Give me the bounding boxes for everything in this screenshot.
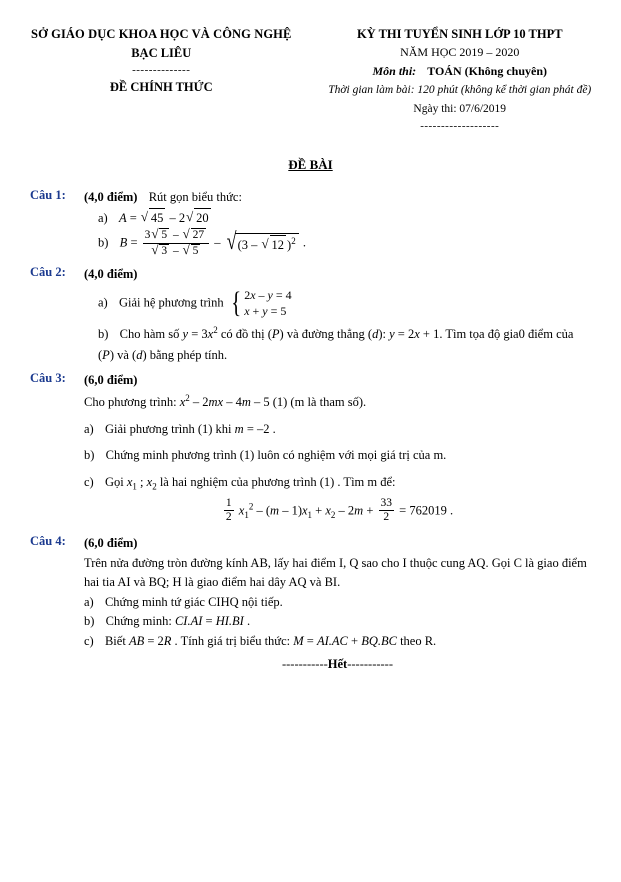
question-3-points-line: [84, 371, 591, 390]
question-1-part-b-tag: b): [98, 235, 109, 250]
fraction-expr: 3 √ 5 – √ 27 √ 3 – √ 5: [143, 228, 210, 257]
question-2-part-a-text: Giải hệ phương trình: [118, 295, 224, 310]
question-3-part-a-tag: a): [84, 421, 94, 436]
left-brace: {: [230, 286, 242, 320]
question-4-points: (6,0 điểm): [84, 536, 138, 551]
question-2-body: [84, 264, 591, 366]
question-1-prompt: Rút gọn biểu thức:: [148, 189, 242, 204]
question-3-label: Câu 3:: [30, 371, 66, 386]
subject-label: Môn thi:: [372, 64, 417, 79]
footer-text: Hết: [327, 656, 348, 671]
subject-line: [317, 62, 604, 81]
header-right-block: [311, 26, 604, 135]
question-3-equation: $\frac{1}{2}$ $x_1^2 - (m - 1)x_1 + x_2 - 2m$ + $\frac{33}{2}$ = 762019 .: [225, 496, 454, 524]
question-2: [30, 264, 591, 366]
question-4-part-c: c) Biết AB = 2R . Tính giá trị biểu thức: M = AI.AC + BQ.BC theo R.: [84, 634, 437, 649]
question-3-part-c: c) Gọi $x_1$ ; $x_2$ là hai nghiệm của phương trình (1) . Tìm m để:: [84, 474, 396, 492]
question-3-part-b-tag: b): [84, 448, 95, 463]
exam-date: Ngày thi: 07/6/2019: [413, 102, 507, 115]
exam-duration: Thời gian làm bài: 120 phút (không kể thời gian phát đề): [328, 84, 592, 97]
question-3-part-b-text: Chứng minh phương trình (1) luôn có nghiệm với mọi giá trị của m.: [105, 448, 447, 463]
question-4-prompt: Trên nửa đường tròn đường kính AB, lấy hai điểm I, Q sao cho I thuộc cung AQ. Gọi C là giao điểm hai tia AI và BQ; H là giao điểm hai dây AQ và BI.: [84, 556, 587, 589]
end-of-exam-marker: [84, 655, 591, 674]
question-1-part-a-tag: a): [98, 210, 108, 225]
document-header: [0, 0, 621, 135]
question-4-part-b-tag: b): [84, 614, 95, 629]
exam-body: [0, 187, 621, 674]
fraction-half: $\frac{1}{2}$: [225, 496, 232, 524]
question-2-part-b-tag: b): [98, 327, 109, 342]
question-2-part-a-tag: a): [98, 295, 108, 310]
question-1-points: (4,0 điểm): [84, 189, 138, 204]
question-2-points: (4,0 điểm): [84, 266, 138, 281]
footer-dash-right: -----------: [347, 656, 394, 671]
department-name-line1: SỞ GIÁO DỤC KHOA HỌC VÀ CÔNG NGHỆ: [31, 27, 292, 41]
math-var-A: A: [118, 210, 127, 225]
footer-dash-left: -----------: [281, 656, 328, 671]
outer-sqrt: √ (3 – √ 12 )$^2$: [225, 233, 299, 255]
question-4-points-line: [84, 534, 591, 553]
question-3: [30, 370, 591, 527]
subject-value: TOÁN (Không chuyên): [427, 64, 547, 79]
question-3-part-b: [84, 446, 591, 465]
header-right-divider: -------------------: [420, 120, 500, 133]
sqrt-20: √ 20: [186, 208, 211, 228]
question-3-body: [84, 370, 591, 527]
question-3-part-a: a) Giải phương trình (1) khi m = –2 .: [84, 421, 276, 436]
question-4-part-c-tag: c): [84, 634, 94, 649]
question-3-part-c-tag: c): [84, 474, 94, 489]
question-4-part-b: b) Chứng minh: CI.AI = HI.BI .: [84, 614, 251, 629]
question-1-part-a: a) A = √ 45 – 2 √ 20: [84, 208, 591, 228]
question-1-part-b: b) B = 3 √ 5 – √ 27 √ 3 – √ 5 – √ (3 – √ 12 )$^2$ .: [84, 229, 591, 258]
school-year: NĂM HỌC 2019 – 2020: [400, 44, 520, 59]
question-1-label: Câu 1:: [30, 187, 66, 202]
question-2-label: Câu 2:: [30, 264, 66, 279]
question-4-label: Câu 4:: [30, 534, 66, 549]
equations-stack: 2x – y = 4 x + y = 5: [244, 288, 292, 318]
question-3-prompt: Cho phương trình: $x^2 - 2mx - 4m - 5$ (1) (m là tham số).: [84, 393, 367, 410]
sqrt-45: √ 45: [141, 208, 166, 228]
question-4-body: [84, 533, 591, 673]
question-3-points: (6,0 điểm): [84, 373, 138, 388]
question-1: [30, 187, 591, 260]
question-4: [30, 533, 591, 673]
system-of-equations: [229, 288, 292, 319]
fraction-33-2: $\frac{33}{2}$: [380, 496, 393, 524]
department-name-line2: BẠC LIÊU: [131, 45, 192, 60]
question-2-points-line: [84, 265, 591, 284]
page-title: ĐỀ BÀI: [288, 156, 333, 172]
question-4-part-a-tag: a): [84, 594, 94, 609]
question-1-prompt-line: [84, 188, 591, 207]
header-left-divider: --------------: [132, 63, 191, 76]
question-4-part-a-text: Chứng minh tứ giác CIHQ nội tiếp.: [104, 594, 283, 609]
official-exam-label: ĐỀ CHÍNH THỨC: [109, 79, 213, 94]
question-1-body: [84, 187, 591, 260]
header-left-block: [18, 26, 311, 135]
question-2-part-a: [84, 288, 591, 319]
exam-title: KỲ THI TUYỂN SINH LỚP 10 THPT: [356, 27, 563, 41]
question-4-part-a: [84, 593, 591, 612]
math-var-B: B: [119, 235, 128, 250]
question-2-part-b-cont: (P) và (d) bằng phép tính.: [98, 347, 228, 362]
question-2-part-b: b) Cho hàm số $y = 3x^2$ có đồ thị (P) và đường thẳng (d): y = 2x + 1. Tìm tọa độ gia0 điểm của: [98, 325, 574, 342]
